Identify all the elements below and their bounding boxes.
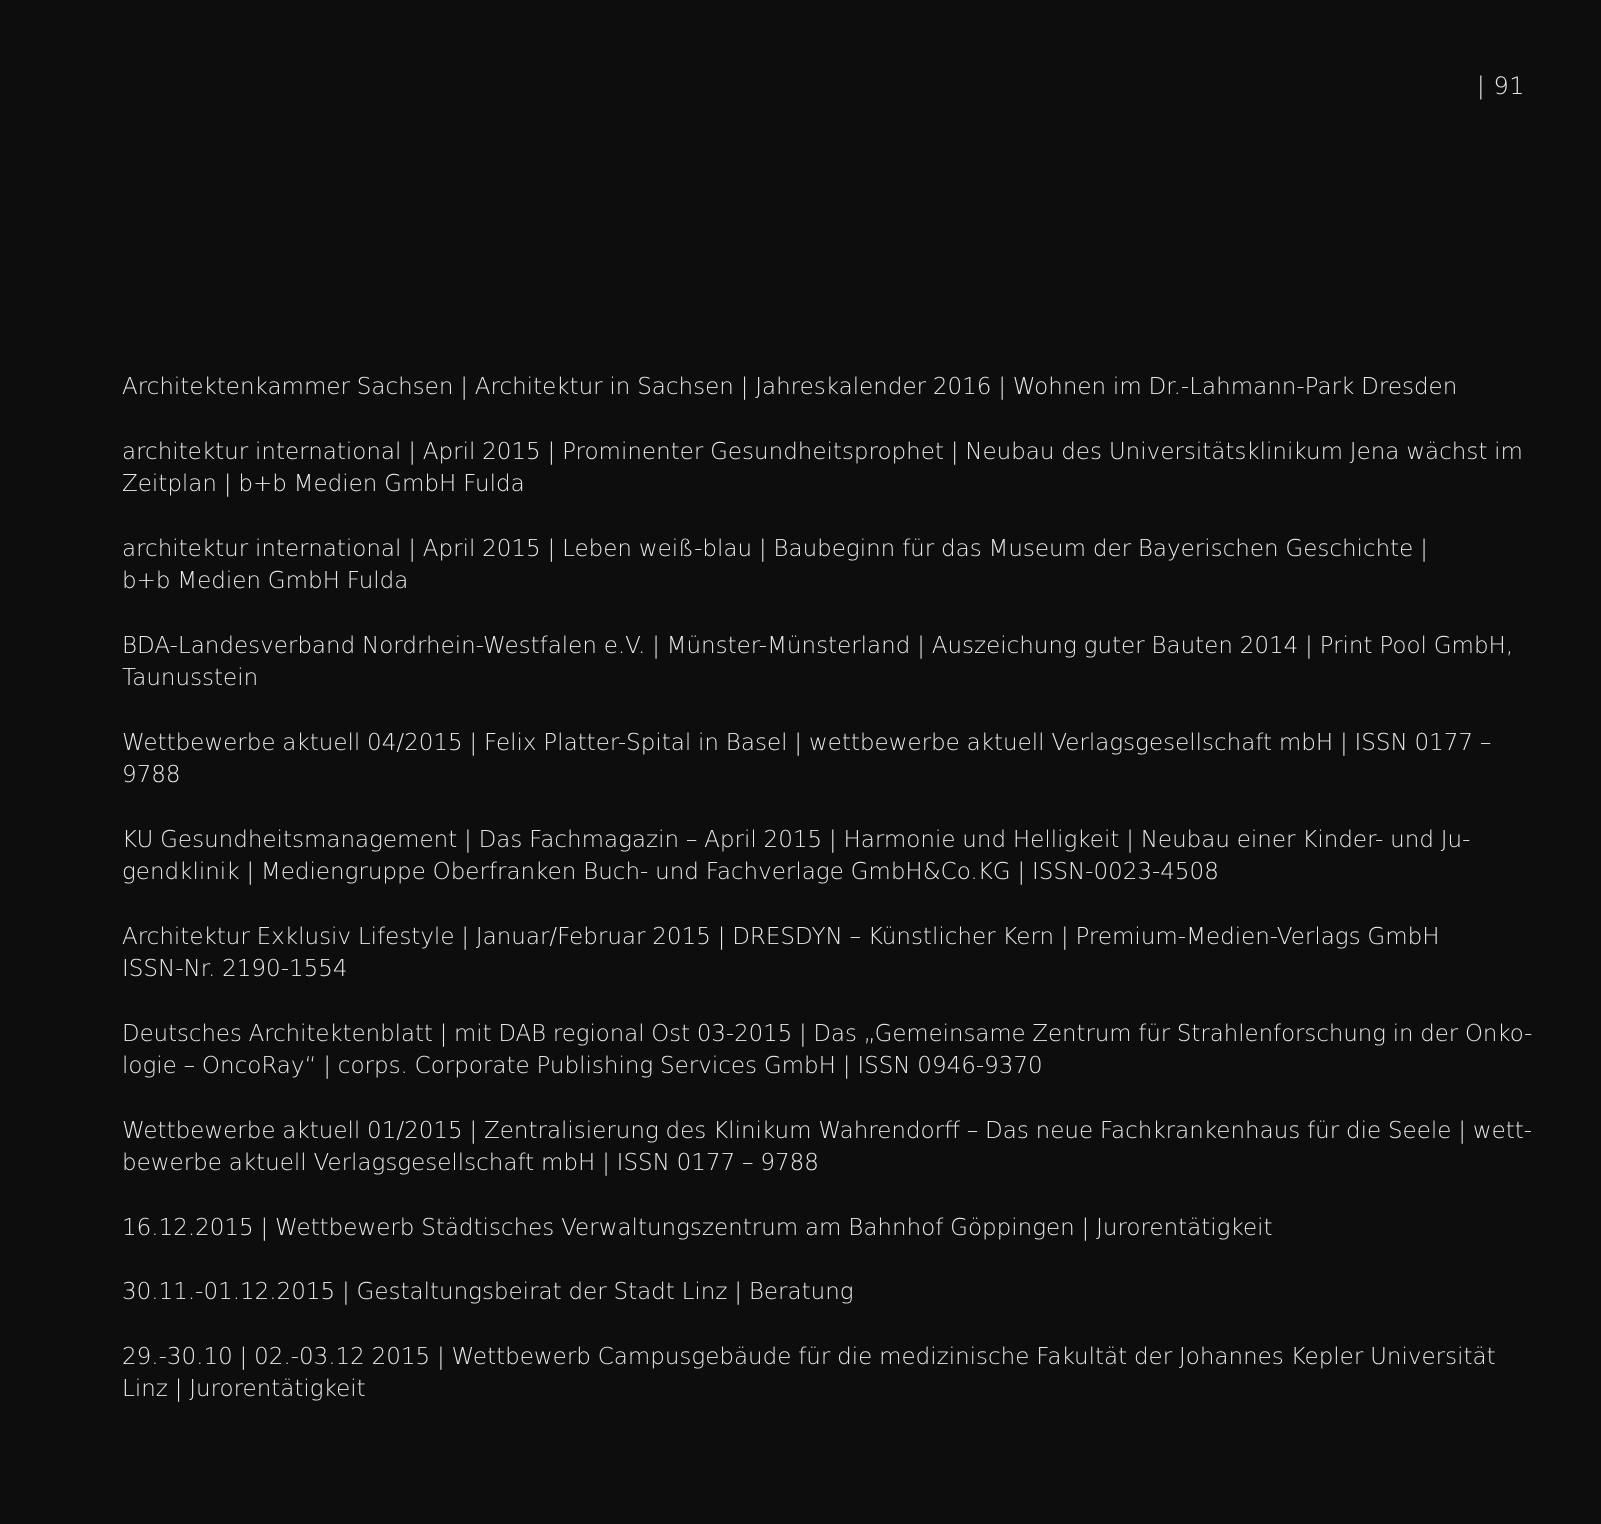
list-item	[122, 436, 1532, 501]
entry-line: gendklinik | Mediengruppe Oberfranken Buch- und Fachverlage GmbH&Co.KG | ISSN-0023-4508	[122, 859, 1219, 885]
entry-line: Wettbewerbe aktuell 04/2015 | Felix Platter-Spital in Basel | wettbewerbe aktuell Verlagsgesellschaft mbH | ISSN 0177 –	[122, 729, 1492, 756]
list-item	[122, 1341, 1532, 1406]
entry-line: Architektur Exklusiv Lifestyle | Januar/Februar 2015 | DRESDYN – Künstlicher Kern | Premium-Medien-Verlags GmbH	[122, 923, 1440, 950]
page-number: | 91	[1476, 72, 1525, 100]
entry-line: 30.11.-01.12.2015 | Gestaltungsbeirat der Stadt Linz | Beratung	[122, 1279, 854, 1305]
list-item	[122, 921, 1532, 986]
entry-line: bewerbe aktuell Verlagsgesellschaft mbH | ISSN 0177 – 9788	[122, 1150, 819, 1176]
entry-line: architektur international | April 2015 | Prominenter Gesundheitsprophet | Neubau des Universitätsklinikum Jena wächst im	[122, 438, 1523, 465]
list-item	[122, 371, 1532, 404]
entry-line: 9788	[122, 762, 181, 788]
entry-line: Deutsches Architektenblatt | mit DAB regional Ost 03-2015 | Das „Gemeinsame Zentrum für Strahlenforschung in der Onko-	[122, 1020, 1533, 1047]
entry-line: Zeitplan | b+b Medien GmbH Fulda	[122, 471, 525, 497]
entry-line: Wettbewerbe aktuell 01/2015 | Zentralisierung des Klinikum Wahrendorff – Das neue Fachkrankenhaus für die Seele | wett-	[122, 1117, 1533, 1144]
entry-line: KU Gesundheitsmanagement | Das Fachmagazin – April 2015 | Harmonie und Helligkeit | Neubau einer Kinder- und Ju-	[122, 826, 1471, 853]
list-item	[122, 630, 1532, 695]
entry-line: 16.12.2015 | Wettbewerb Städtisches Verwaltungszentrum am Bahnhof Göppingen | Jurorentätigkeit	[122, 1214, 1273, 1241]
publication-list	[122, 371, 1532, 1438]
entry-line: ISSN-Nr. 2190-1554	[122, 956, 348, 982]
list-item	[122, 1212, 1532, 1245]
list-item	[122, 727, 1532, 792]
entry-line: b+b Medien GmbH Fulda	[122, 568, 409, 594]
list-item	[122, 824, 1532, 889]
entry-line: Linz | Jurorentätigkeit	[122, 1376, 366, 1402]
entry-line: BDA-Landesverband Nordrhein-Westfalen e.V. | Münster-Münsterland | Auszeichung guter Bauten 2014 | Print Pool GmbH,	[122, 632, 1514, 659]
entry-line: architektur international | April 2015 | Leben weiß-blau | Baubeginn für das Museum der Bayerischen Geschichte |	[122, 535, 1428, 562]
list-item	[122, 1018, 1532, 1083]
list-item	[122, 1276, 1532, 1309]
list-item	[122, 533, 1532, 598]
entry-line: 29.-30.10 | 02.-03.12 2015 | Wettbewerb Campusgebäude für die medizinische Fakultät der Johannes Kepler Universität	[122, 1343, 1496, 1370]
entry-line: Taunusstein	[122, 665, 259, 691]
entry-line: logie – OncoRay“ | corps. Corporate Publishing Services GmbH | ISSN 0946-9370	[122, 1053, 1043, 1079]
list-item	[122, 1115, 1532, 1180]
entry-line: Architektenkammer Sachsen | Architektur in Sachsen | Jahreskalender 2016 | Wohnen im Dr.-Lahmann-Park Dresden	[122, 374, 1458, 400]
